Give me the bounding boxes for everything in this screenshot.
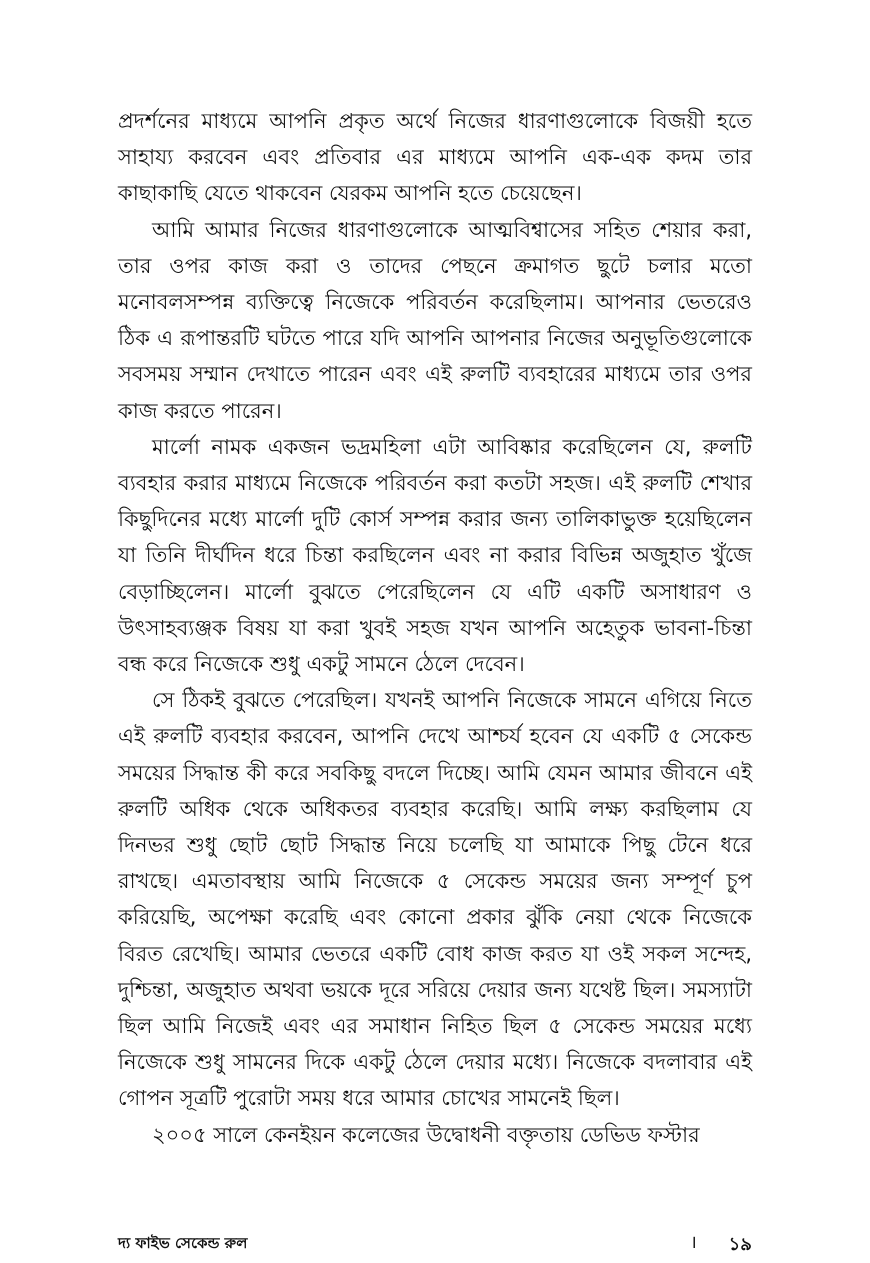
paragraph-4: সে ঠিকই বুঝতে পেরেছিল। যখনই আপনি নিজেকে সামনে এগিয়ে নিতে এই রুলটি ব্যবহার করবেন, আপনি দেখে আশ্চর্য হবেন যে একটি ৫ সেকেন্ড সময়ের সিদ্ধান্ত কী করে সবকিছু বদলে দিচ্ছে। আমি যেমন আমার জীবনে এই রুলটি অধিক থেকে অধিকতর ব্যবহার করেছি। আমি লক্ষ্য করছিলাম যে দিনভর শুধু ছোট ছোট সিদ্ধান্ত নিয়ে চলেছি যা আমাকে পিছু টেনে ধরে রাখছে। এমতাবস্থায় আমি নিজেকে ৫ সেকেন্ড সময়ের জন্য সম্পূর্ণ চুপ করিয়েছি, অপেক্ষা করেছি এবং কোনো প্রকার ঝুঁকি নেয়া থেকে নিজেকে বিরত রেখেছি। আমার ভেতরে একটি বোধ কাজ করত যা ওই সকল সন্দেহ, দুশ্চিন্তা, অজুহাত অথবা ভয়কে দূরে সরিয়ে দেয়ার জন্য যথেষ্ট ছিল। সমস্যাটা ছিল আমি নিজেই এবং এর সমাধান নিহিত ছিল ৫ সেকেন্ড সময়ের মধ্যে নিজেকে শুধু সামনের দিকে একটু ঠেলে দেয়ার মধ্যে। নিজেকে বদলাবার এই গোপন সূত্রটি পুরোটা সময় ধরে আমার চোখের সামনেই ছিল। (118, 688, 752, 1111)
running-title: দ্য ফাইভ সেকেন্ড রুল (118, 1234, 248, 1252)
paragraph-3: মার্লো নামক একজন ভদ্রমহিলা এটা আবিষ্কার করেছিলেন যে, রুলটি ব্যবহার করার মাধ্যমে নিজেকে পরিবর্তন করা কতটা সহজ। এই রুলটি শেখার কিছুদিনের মধ্যে মার্লো দুটি কোর্স সম্পন্ন করার জন্য তালিকাভুক্ত হয়েছিলেন যা তিনি দীর্ঘদিন ধরে চিন্তা করছিলেন এবং না করার বিভিন্ন অজুহাত খুঁজে বেড়াচ্ছিলেন। মার্লো বুঝতে পেরেছিলেন যে এটি একটি অসাধারণ ও উৎসাহব্যঞ্জক বিষয় যা করা খুবই সহজ যখন আপনি অহেতুক ভাবনা-চিন্তা বন্ধ করে নিজেকে শুধু একটু সামনে ঠেলে দেবেন। (118, 434, 752, 677)
page-body (118, 103, 752, 1153)
paragraph-2: আমি আমার নিজের ধারণাগুলোকে আত্মবিশ্বাসের সহিত শেয়ার করা, তার ওপর কাজ করা ও তাদের পেছনে ক্রমাগত ছুটে চলার মতো মনোবলসম্পন্ন ব্যক্তিত্বে নিজেকে পরিবর্তন করেছিলাম। আপনার ভেতরেও ঠিক এ রূপান্তরটি ঘটতে পারে যদি আপনি আপনার নিজের অনুভূতিগুলোকে সবসময় সম্মান দেখাতে পারেন এবং এই রুলটি ব্যবহারের মাধ্যমে তার ওপর কাজ করতে পারেন। (118, 217, 752, 423)
paragraph-1: প্রদর্শনের মাধ্যমে আপনি প্রকৃত অর্থে নিজের ধারণাগুলোকে বিজয়ী হতে সাহায্য করবেন এবং প্রতিবার এর মাধ্যমে আপনি এক-এক কদম তার কাছাকাছি যেতে থাকবেন যেরকম আপনি হতে চেয়েছেন। (118, 109, 752, 206)
page-number: ১৯ (728, 1234, 752, 1255)
page-footer (118, 1230, 752, 1256)
footer-separator: । (690, 1232, 697, 1253)
paragraph-5: ২০০৫ সালে কেনইয়ন কলেজের উদ্বোধনী বক্তৃতায় ডেভিড ফস্টার (152, 1122, 700, 1147)
